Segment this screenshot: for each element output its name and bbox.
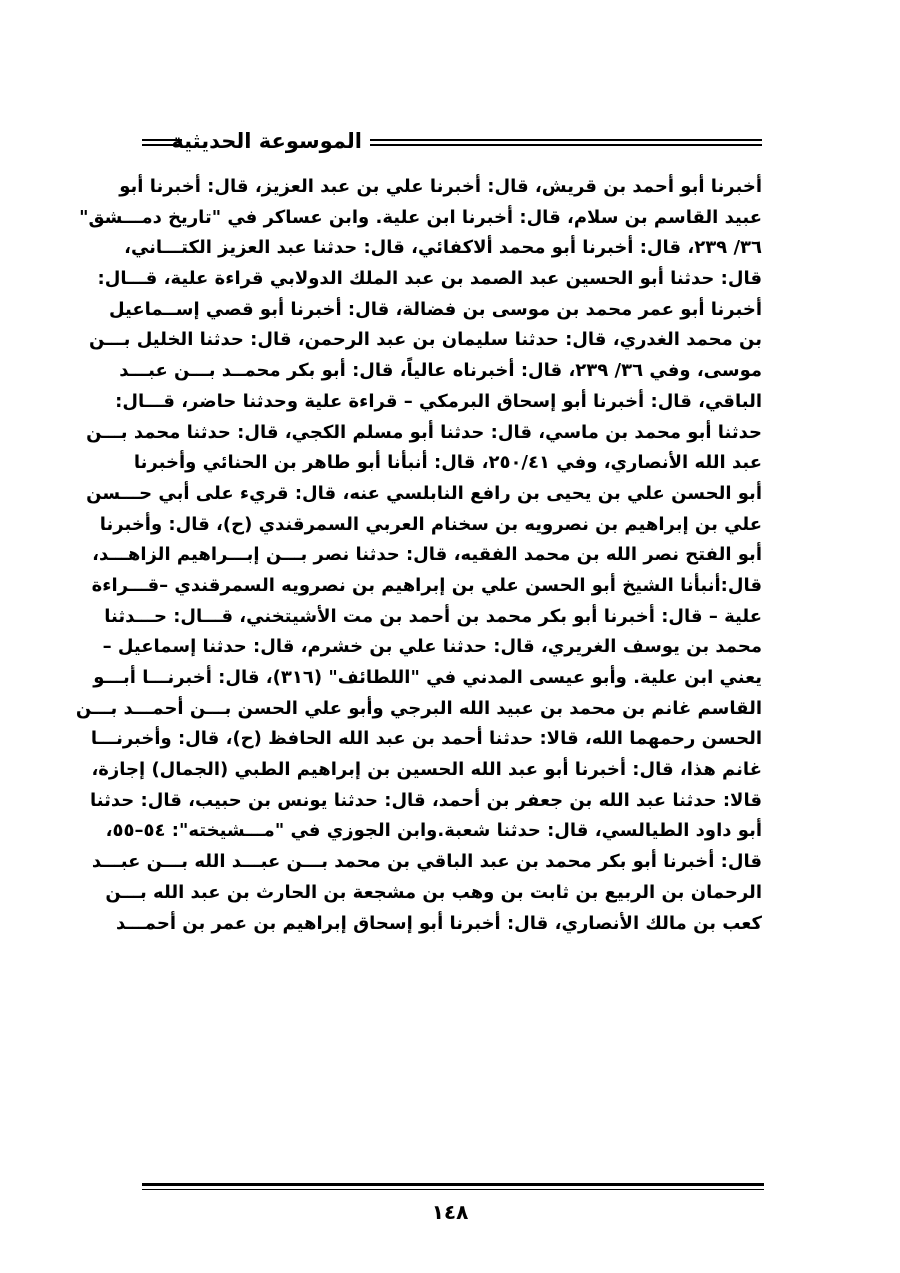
text-line: موسى، وفي ٣٦/ ٢٣٩، قال: أخبرناه عالياً، قال: أبو بكر محمــد بـــن عبـــد xyxy=(119,360,762,382)
text-line: قال: حدثنا أبو الحسين عبد الصمد بن عبد الملك الدولابي قراءة علية، قـــال: xyxy=(97,268,762,290)
text-line: غانم هذا، قال: أخبرنا أبو عبد الله الحسين بن إبراهيم الطبي (الجمال) إجازة، xyxy=(91,759,762,781)
footer-rule-thick xyxy=(142,1183,764,1186)
text-line: أبو الحسن علي بن يحيى بن رافع النابلسي عنه، قال: قريء على أبي حـــسن xyxy=(86,482,762,504)
text-line: علي بن إبراهيم بن نصرويه بن سخنام العربي السمرقندي (ح)، قال: وأخبرنا xyxy=(99,513,762,535)
text-line: القاسم غانم بن محمد بن عبيد الله البرجي وأبو علي الحسن بـــن أحمـــد بـــن xyxy=(75,697,762,719)
text-line: الباقي، قال: أخبرنا أبو إسحاق البرمكي – قراءة علية وحدثنا حاضر، قـــال: xyxy=(115,390,762,412)
text-line: بن محمد الغدري، قال: حدثنا سليمان بن عبد الرحمن، قال: حدثنا الخليل بـــن xyxy=(89,329,762,351)
text-line: يعني ابن علية. وأبو عيسى المدني في "اللطائف" (٣١٦)، قال: أخبرنـــا أبـــو xyxy=(93,667,762,688)
text-line: عبيد القاسم بن سلام، قال: أخبرنا ابن علية. وابن عساكر في "تاريخ دمـــشق" xyxy=(79,206,762,228)
text-line: أبو الفتح نصر الله بن محمد الفقيه، قال: حدثنا نصر بـــن إبـــراهيم الزاهـــد، xyxy=(92,544,762,566)
text-line: أبو داود الطيالسي، قال: حدثنا شعبة.وابن الجوزي في "مـــشيخته": ٥٤–٥٥، xyxy=(105,820,762,842)
text-line: قال:أنبأنا الشيخ أبو الحسن علي بن إبراهيم بن نصرويه السمرقندي –قـــراءة xyxy=(91,574,762,596)
text-line: ٣٦/ ٢٣٩، قال: أخبرنا أبو محمد ألاكفائي، قال: حدثنا عبد العزيز الكتـــاني، xyxy=(124,237,762,259)
running-header xyxy=(142,122,762,162)
text-line: عبد الله الأنصاري، وفي ٢٥٠/٤١، قال: أنبأنا أبو طاهر بن الحنائي وأخبرنا xyxy=(133,452,762,474)
footer-rule-thin xyxy=(142,1189,764,1190)
text-line: قالا: حدثنا عبد الله بن جعفر بن أحمد، قال: حدثنا يونس بن حبيب، قال: حدثنا xyxy=(90,789,762,811)
text-line: حدثنا أبو محمد بن ماسي، قال: حدثنا أبو مسلم الكجي، قال: حدثنا محمد بـــن xyxy=(86,421,762,443)
header-rule-right xyxy=(370,139,762,146)
text-line: أخبرنا أبو عمر محمد بن موسى بن فضالة، قال: أخبرنا أبو قصي إســماعيل xyxy=(108,298,762,320)
text-line: علية – قال: أخبرنا أبو بكر محمد بن أحمد بن مت الأشيتخني، قـــال: حـــدثنا xyxy=(104,605,762,627)
text-line: الرحمان بن الربيع بن ثابت بن وهب بن مشجعة بن الحارث بن عبد الله بـــن xyxy=(105,881,762,903)
header-title: الموسوعة الحديثية xyxy=(171,129,362,153)
text-line: محمد بن يوسف الغريري، قال: حدثنا علي بن خشرم، قال: حدثنا إسماعيل – xyxy=(102,636,762,658)
footer-rule xyxy=(142,1183,764,1190)
text-line: قال: أخبرنا أبو بكر محمد بن عبد الباقي بن محمد بـــن عبـــد الله بـــن عبـــد xyxy=(91,851,762,873)
body-text xyxy=(75,172,762,939)
page-number: ١٤٨ xyxy=(431,1200,469,1224)
text-line: أخبرنا أبو أحمد بن قريش، قال: أخبرنا علي بن عبد العزيز، قال: أخبرنا أبو xyxy=(119,176,762,197)
text-line: الحسن رحمهما الله، قالا: حدثنا أحمد بن عبد الله الحافظ (ح)، قال: وأخبرنـــا xyxy=(90,728,762,750)
text-line: كعب بن مالك الأنصاري، قال: أخبرنا أبو إسحاق إبراهيم بن عمر بن أحمـــد xyxy=(115,912,762,934)
